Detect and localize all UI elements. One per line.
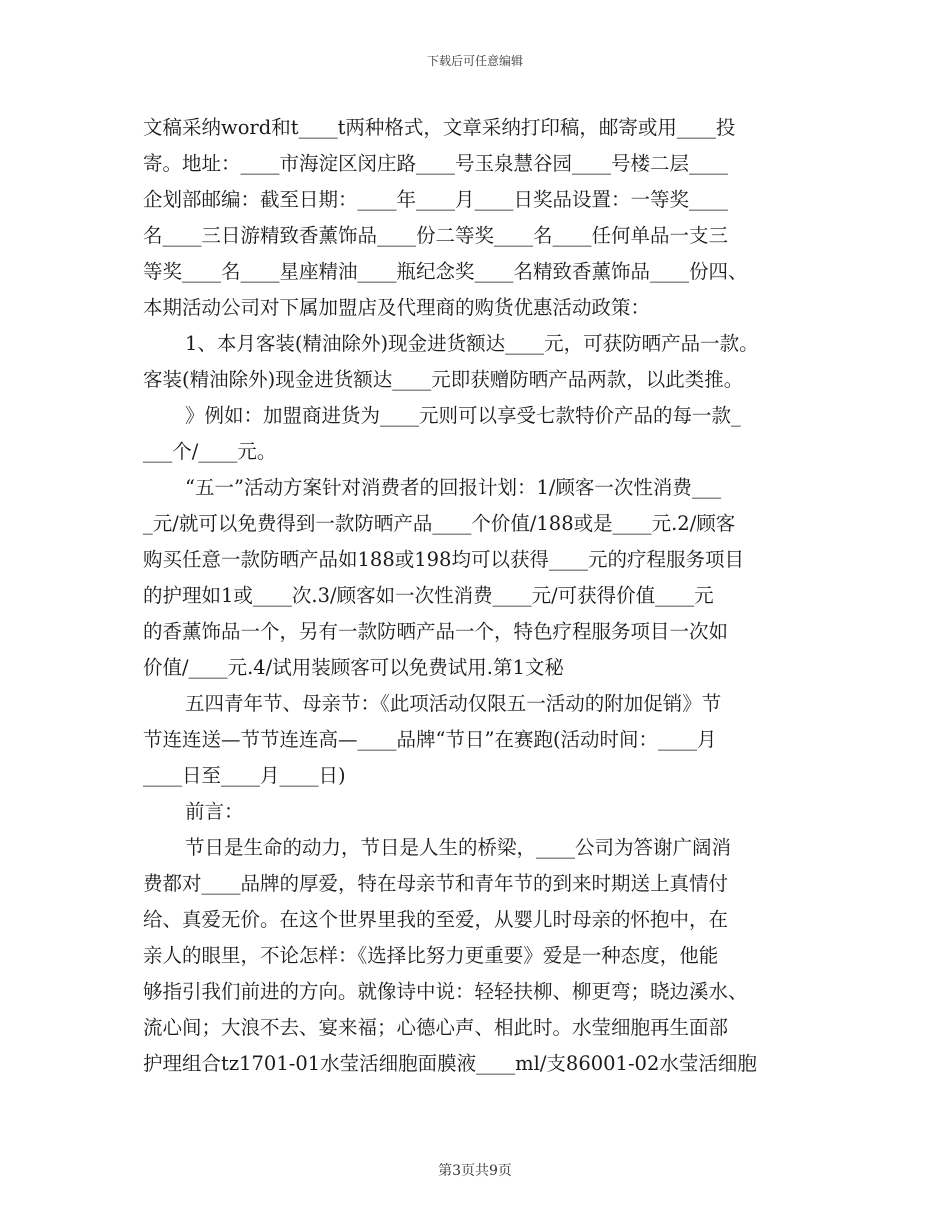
text-line: 寄。地址：____市海淀区闵庄路____号玉泉慧谷园____号楼二层____ — [143, 152, 729, 175]
text-line: 》例如：加盟商进货为____元则可以享受七款特价产品的每一款_ — [185, 404, 741, 427]
text-line: ___个/____元。 — [143, 440, 277, 463]
text-line: 给、真爱无价。在这个世界里我的至爱，从婴儿时母亲的怀抱中，在 — [143, 908, 729, 931]
text-line: 等奖____名____星座精油____瓶纪念奖____名精致香薰饰品____份四、 — [143, 260, 748, 283]
page-header: 下载后可任意编辑 — [426, 54, 523, 68]
text-line: 亲人的眼里，不论怎样：《选择比努力更重要》爱是一种态度，他能 — [143, 944, 719, 967]
text-line: 购买任意一款防晒产品如188或198均可以获得____元的疗程服务项目 — [143, 548, 744, 571]
text-line: ____日至____月____日) — [143, 764, 346, 787]
text-line: “五一”活动方案针对消费者的回报计划：1/顾客一次性消费___ — [185, 476, 722, 499]
text-line: 客装(精油除外)现金进货额达____元即获赠防晒产品两款，以此类推。 — [143, 368, 744, 391]
text-line: _元/就可以免费得到一款防晒产品____个价值/188或是____元.2/顾客 — [143, 512, 736, 535]
text-line: 的护理如1或____次.3/顾客如一次性消费____元/可获得价值____元 — [143, 584, 714, 607]
text-line: 节连连送—节节连连高—____品牌“节日”在赛跑(活动时间：____月 — [143, 728, 717, 751]
text-line: 五四青年节、母亲节：《此项活动仅限五一活动的附加促销》节 — [185, 692, 722, 715]
section-heading: 前言： — [185, 800, 244, 823]
text-line: 的香薰饰品一个，另有一款防晒产品一个，特色疗程服务项目一次如 — [143, 620, 729, 643]
text-line: 1、本月客装(精油除外)现金进货额达____元，可获防晒产品一款。 — [185, 332, 759, 355]
document-body — [143, 110, 815, 1082]
text-line: 本期活动公司对下属加盟店及代理商的购货优惠活动政策： — [143, 296, 651, 319]
text-line: 价值/____元.4/试用装顾客可以免费试用.第1文秘 — [143, 656, 564, 679]
text-line: 护理组合tz1701-01水莹活细胞面膜液____ml/支86001-02水莹活细胞 — [143, 1052, 757, 1075]
text-line: 流心间；大浪不去、宴来福；心德心声、相此时。水莹细胞再生面部 — [143, 1016, 729, 1039]
page-footer: 第3页共9页 — [438, 1163, 512, 1179]
text-line: 费都对____品牌的厚爱，特在母亲节和青年节的到来时期送上真情付 — [143, 872, 729, 895]
text-line: 节日是生命的动力，节日是人生的桥梁，____公司为答谢广阔消 — [185, 836, 732, 859]
text-line: 文稿采纳word和t____t两种格式，文章采纳打印稿，邮寄或用____投 — [143, 116, 736, 139]
text-line: 够指引我们前进的方向。就像诗中说：轻轻扶柳、柳更弯；晓边溪水、 — [143, 980, 748, 1003]
text-line: 企划部邮编：截至日期：____年____月____日奖品设置：一等奖____ — [143, 188, 729, 211]
text-line: 名____三日游精致香薰饰品____份二等奖____名____任何单品一支三 — [143, 224, 729, 247]
